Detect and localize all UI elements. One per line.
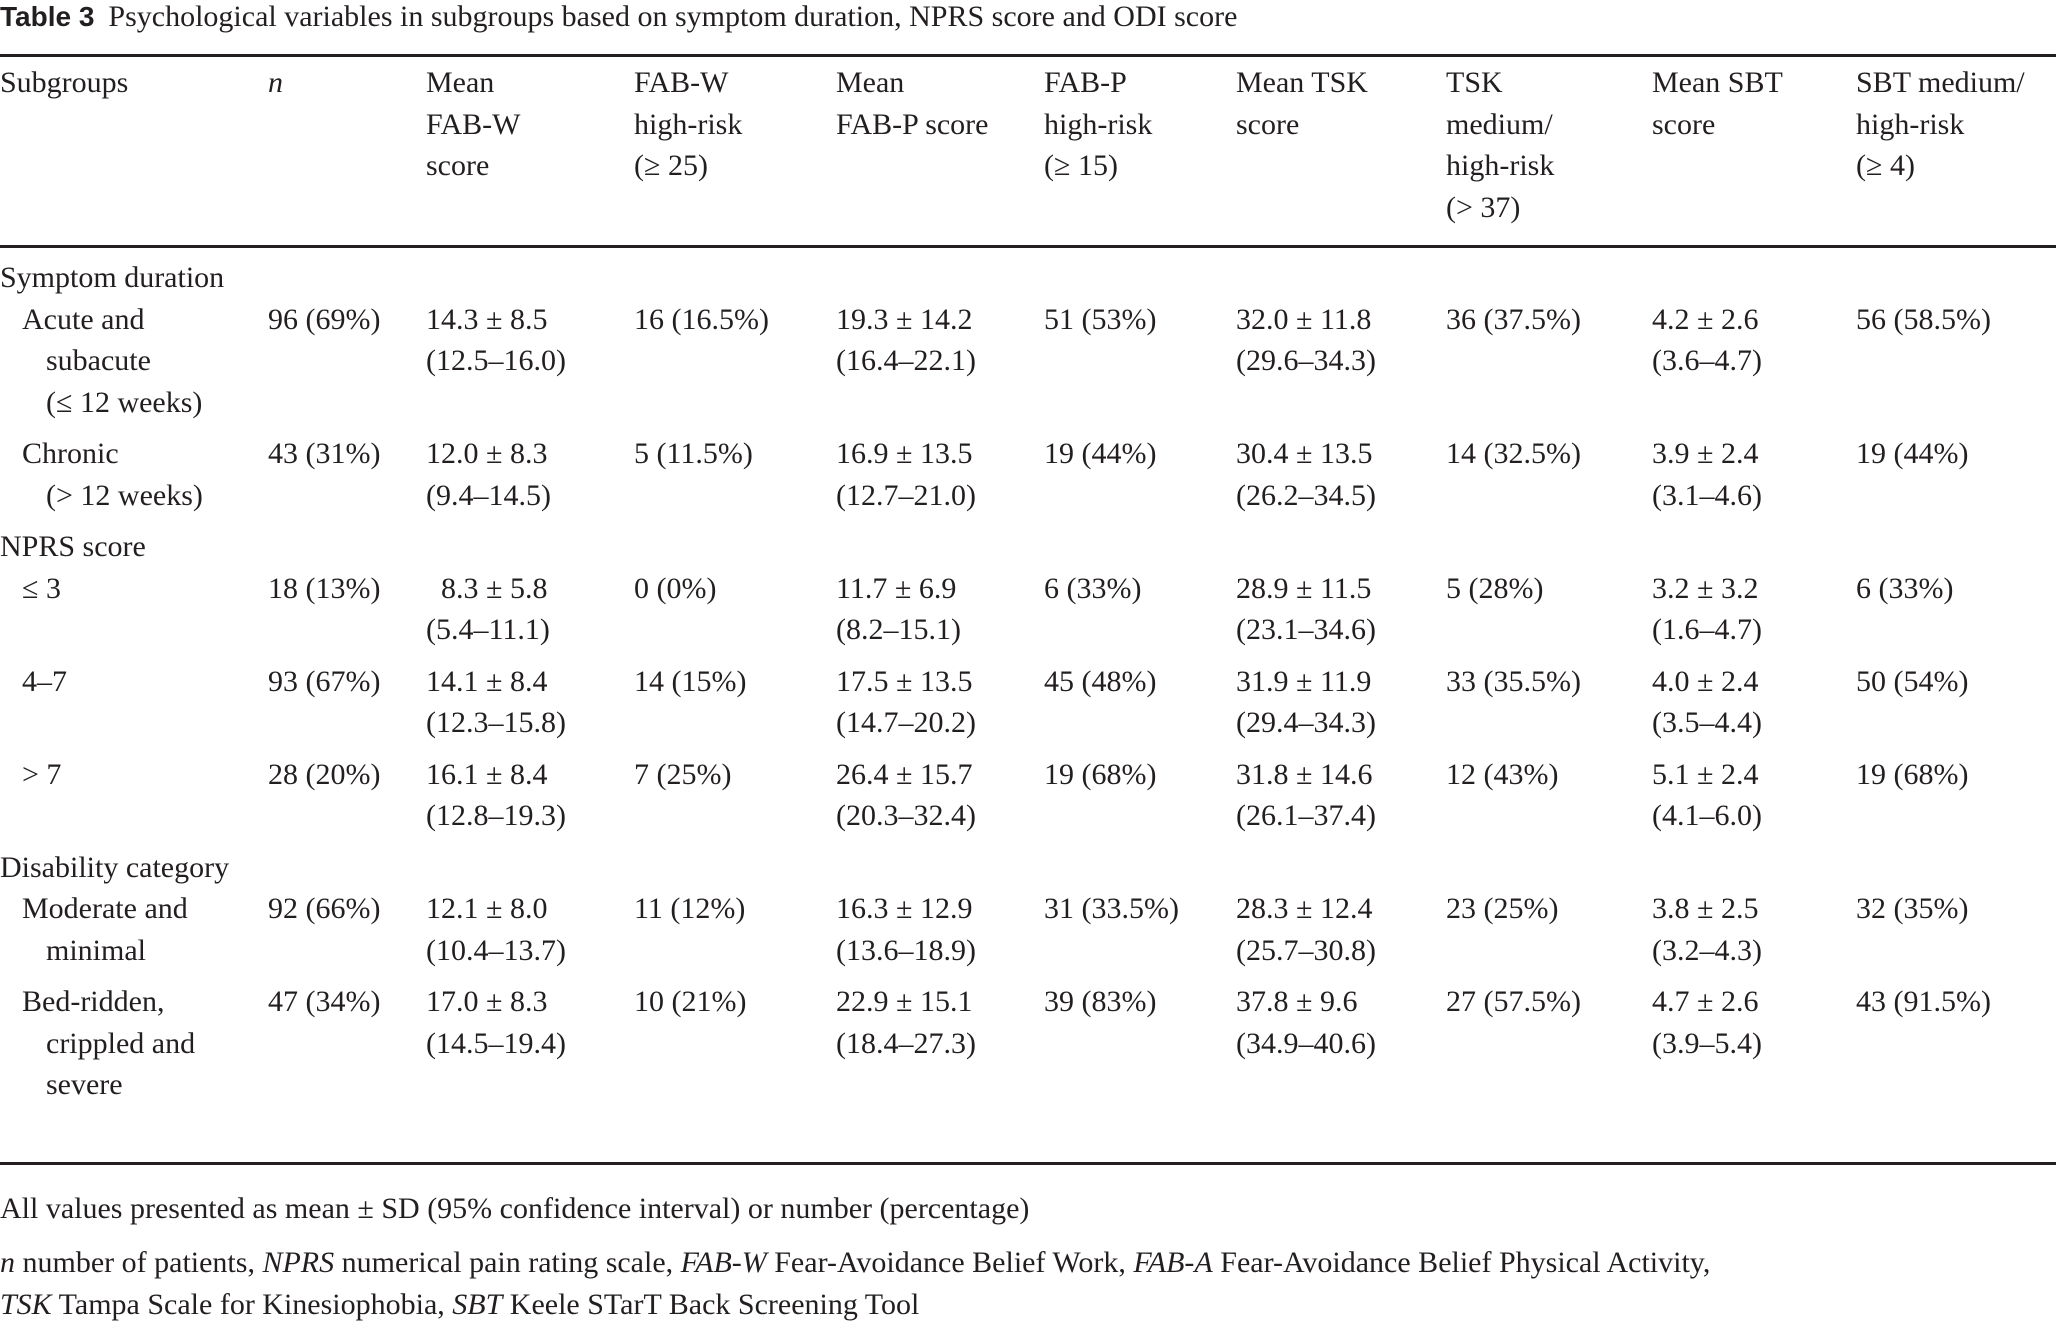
cell-value: 32 (35%) <box>1856 892 1969 925</box>
cell-value: 18 (13%) <box>268 571 381 605</box>
cell-value: 11 (12%) <box>634 892 746 925</box>
table-caption-text: Psychological variables in subgroups based on symptom duration, NPRS score and ODI score <box>108 0 1238 33</box>
cell-value: 4.2 ± 2.6 <box>1652 302 1759 336</box>
cell-value: 12 (43%) <box>1446 757 1559 791</box>
table-cell <box>268 888 426 981</box>
cell-value: 50 (54%) <box>1856 664 1969 698</box>
table-row <box>0 661 2056 754</box>
column-header <box>1652 62 1856 245</box>
column-header <box>1856 62 2056 245</box>
table-cell <box>1044 981 1236 1116</box>
table-cell <box>1236 754 1446 847</box>
cell-value: 0 (0%) <box>634 571 717 605</box>
cell-value: (3.2–4.3) <box>1652 933 1762 967</box>
table-cell <box>426 299 634 434</box>
cell-value: 17.5 ± 13.5 <box>836 664 973 698</box>
row-label-line: (≤ 12 weeks) <box>46 385 203 419</box>
table-cell <box>1856 888 2056 981</box>
column-header <box>1236 62 1446 245</box>
table-cell <box>268 981 426 1116</box>
cell-value: (10.4–13.7) <box>426 933 566 967</box>
cell-value: 14.1 ± 8.4 <box>426 664 548 698</box>
cell-value: (12.7–21.0) <box>836 478 976 512</box>
cell-value: (1.6–4.7) <box>1652 613 1762 646</box>
abbreviation-term: NPRS <box>262 1246 335 1279</box>
row-label <box>0 433 268 526</box>
row-label-line: crippled and <box>46 1026 196 1060</box>
cell-value: 47 (34%) <box>268 985 381 1018</box>
table-cell <box>1044 888 1236 981</box>
cell-value: (9.4–14.5) <box>426 478 551 512</box>
cell-value: 5 (11.5%) <box>634 437 753 470</box>
cell-value: 31 (33.5%) <box>1044 892 1179 925</box>
column-header-line: Subgroups <box>0 66 129 99</box>
table-cell <box>1446 888 1652 981</box>
cell-value: 7 (25%) <box>634 757 732 791</box>
cell-value: 19 (44%) <box>1044 437 1157 470</box>
cell-value: (14.7–20.2) <box>836 706 976 739</box>
column-header-line: high-risk <box>634 107 743 141</box>
table-cell <box>426 433 634 526</box>
column-header-line: FAB-P score <box>836 107 989 141</box>
row-label-line: Moderate and <box>22 892 188 925</box>
cell-value: 31.8 ± 14.6 <box>1236 757 1373 791</box>
table-cell <box>1652 981 1856 1116</box>
cell-value: (18.4–27.3) <box>836 1026 976 1060</box>
abbreviations-footnote <box>0 1242 1710 1284</box>
cell-value: (13.6–18.9) <box>836 933 976 967</box>
cell-value: 32.0 ± 11.8 <box>1236 302 1372 336</box>
cell-value: 19.3 ± 14.2 <box>836 302 973 336</box>
column-header <box>0 62 268 245</box>
table-bottom-rule <box>0 1162 2056 1165</box>
abbreviation-term: FAB-A <box>1133 1246 1213 1279</box>
table-cell <box>634 568 836 661</box>
cell-value: (23.1–34.6) <box>1236 613 1376 646</box>
table-row <box>0 299 2056 434</box>
table-cell <box>1236 661 1446 754</box>
cell-value: (14.5–19.4) <box>426 1026 566 1060</box>
table-cell <box>836 888 1044 981</box>
row-label-line: 4–7 <box>22 664 67 698</box>
cell-value: 39 (83%) <box>1044 985 1157 1018</box>
table-cell <box>426 661 634 754</box>
group-row <box>0 245 2056 299</box>
cell-value: 31.9 ± 11.9 <box>1236 664 1372 698</box>
group-row <box>0 847 2056 889</box>
cell-value: 43 (91.5%) <box>1856 985 1991 1018</box>
cell-value: 4.0 ± 2.4 <box>1652 664 1759 698</box>
row-label-line: Chronic <box>22 437 119 470</box>
table-cell <box>1856 433 2056 526</box>
table-cell <box>1856 661 2056 754</box>
table-cell <box>634 981 836 1116</box>
column-header-line: Mean <box>426 66 495 99</box>
table-cell <box>1236 888 1446 981</box>
row-label-line: > 7 <box>22 757 62 791</box>
cell-value: 33 (35.5%) <box>1446 664 1581 698</box>
table-row <box>0 568 2056 661</box>
group-title: Disability category <box>0 850 230 884</box>
cell-value: 28 (20%) <box>268 757 381 791</box>
cell-value: 28.3 ± 12.4 <box>1236 892 1373 925</box>
cell-value: 3.8 ± 2.5 <box>1652 892 1759 925</box>
column-header-line: TSK <box>1446 66 1503 99</box>
cell-value: 51 (53%) <box>1044 302 1157 336</box>
cell-value: 93 (67%) <box>268 664 381 698</box>
cell-value: 12.0 ± 8.3 <box>426 437 548 470</box>
table-cell <box>1652 888 1856 981</box>
cell-value: 3.2 ± 3.2 <box>1652 571 1759 605</box>
cell-value: 28.9 ± 11.5 <box>1236 571 1372 605</box>
abbreviations-footnote-continued <box>0 1284 919 1326</box>
cell-value: (29.4–34.3) <box>1236 706 1376 739</box>
column-header-line: Mean <box>836 66 905 99</box>
cell-value: 14 (32.5%) <box>1446 437 1581 470</box>
column-header <box>836 62 1044 245</box>
cell-value: 10 (21%) <box>634 985 747 1018</box>
table-cell <box>1044 299 1236 434</box>
abbreviation-term: TSK <box>0 1288 52 1321</box>
column-header-line: FAB-W <box>634 66 729 99</box>
cell-value: 16.3 ± 12.9 <box>836 892 973 925</box>
cell-value: 5.1 ± 2.4 <box>1652 757 1759 791</box>
table-cell <box>1856 981 2056 1116</box>
table-cell <box>634 299 836 434</box>
table-row <box>0 754 2056 847</box>
cell-value: 14 (15%) <box>634 664 747 698</box>
cell-value: (5.4–11.1) <box>426 613 550 646</box>
row-label-line: (> 12 weeks) <box>46 478 203 512</box>
column-header-line: (≥ 15) <box>1044 149 1118 182</box>
row-label <box>0 981 268 1116</box>
cell-value: (12.5–16.0) <box>426 344 566 377</box>
column-header-line: Mean TSK <box>1236 66 1368 99</box>
cell-value: (12.8–19.3) <box>426 799 566 832</box>
row-label <box>0 299 268 434</box>
values-footnote: All values presented as mean ± SD (95% confidence interval) or number (percentage) <box>0 1192 1030 1225</box>
table-header-row <box>0 62 2056 245</box>
table-cell <box>1236 433 1446 526</box>
cell-value: 5 (28%) <box>1446 571 1544 605</box>
cell-value: 43 (31%) <box>268 437 381 470</box>
cell-value: (16.4–22.1) <box>836 344 976 377</box>
column-header <box>268 62 426 245</box>
abbreviation-term: FAB-W <box>680 1246 767 1279</box>
group-title: Symptom duration <box>0 261 225 294</box>
table-cell <box>1044 568 1236 661</box>
cell-value: 14.3 ± 8.5 <box>426 302 548 336</box>
abbreviation-definition: Tampa Scale for Kinesiophobia, <box>51 1288 453 1321</box>
table-cell <box>1652 661 1856 754</box>
table-cell <box>1856 754 2056 847</box>
table-cell <box>1856 299 2056 434</box>
table-cell <box>1236 299 1446 434</box>
abbreviation-definition: Fear-Avoidance Belief Work, <box>766 1246 1134 1279</box>
table-cell <box>1652 568 1856 661</box>
table-cell <box>268 433 426 526</box>
table-row <box>0 981 2056 1116</box>
row-label-line: minimal <box>46 933 146 967</box>
table-cell <box>836 661 1044 754</box>
table-cell <box>1446 661 1652 754</box>
column-header-line: medium/ <box>1446 107 1553 141</box>
table-cell <box>1446 433 1652 526</box>
row-label <box>0 754 268 847</box>
cell-value: 26.4 ± 15.7 <box>836 757 973 791</box>
column-header-line: high-risk <box>1446 149 1555 182</box>
cell-value: 19 (68%) <box>1856 757 1969 791</box>
cell-value: 16 (16.5%) <box>634 302 769 336</box>
table-cell <box>634 888 836 981</box>
cell-value: (3.6–4.7) <box>1652 344 1762 377</box>
cell-value: 4.7 ± 2.6 <box>1652 985 1759 1018</box>
cell-value: 19 (44%) <box>1856 437 1969 470</box>
table-cell <box>426 981 634 1116</box>
row-label-line: subacute <box>46 344 151 377</box>
row-label-line: Acute and <box>22 302 145 336</box>
group-title: NPRS score <box>0 530 146 563</box>
column-header <box>1446 62 1652 245</box>
table-cell <box>1044 433 1236 526</box>
table-cell <box>836 433 1044 526</box>
column-header-line: score <box>426 149 490 182</box>
row-label-line: ≤ 3 <box>22 571 61 605</box>
table-cell <box>836 299 1044 434</box>
cell-value: (26.1–37.4) <box>1236 799 1376 832</box>
cell-value: 6 (33%) <box>1044 571 1142 605</box>
table-cell <box>1652 754 1856 847</box>
cell-value: 56 (58.5%) <box>1856 302 1991 336</box>
cell-value: (12.3–15.8) <box>426 706 566 739</box>
cell-value: 12.1 ± 8.0 <box>426 892 548 925</box>
cell-value: (3.9–5.4) <box>1652 1026 1762 1060</box>
table-cell <box>426 754 634 847</box>
cell-value: 45 (48%) <box>1044 664 1157 698</box>
table-cell <box>1446 299 1652 434</box>
table-caption-label: Table 3 <box>0 1 95 32</box>
table-cell <box>634 433 836 526</box>
row-label-line: severe <box>46 1068 123 1101</box>
cell-value: 16.1 ± 8.4 <box>426 757 548 791</box>
table-cell <box>1236 981 1446 1116</box>
cell-value: 36 (37.5%) <box>1446 302 1581 336</box>
column-header-line: Mean SBT <box>1652 66 1783 99</box>
cell-value: (34.9–40.6) <box>1236 1026 1376 1060</box>
table-cell <box>268 754 426 847</box>
abbreviation-definition: Fear-Avoidance Belief Physical Activity, <box>1212 1246 1711 1279</box>
table-body <box>0 245 2056 1116</box>
cell-value: 92 (66%) <box>268 892 381 925</box>
row-label <box>0 568 268 661</box>
table-cell <box>836 754 1044 847</box>
table-cell <box>268 299 426 434</box>
table-cell <box>634 661 836 754</box>
abbreviation-definition: numerical pain rating scale, <box>334 1246 681 1279</box>
cell-value: 17.0 ± 8.3 <box>426 985 548 1018</box>
column-header-line: high-risk <box>1044 107 1153 141</box>
group-row <box>0 526 2056 568</box>
table-cell <box>1446 754 1652 847</box>
cell-value: 11.7 ± 6.9 <box>836 571 957 605</box>
table-cell <box>1446 981 1652 1116</box>
column-header <box>426 62 634 245</box>
cell-value: (3.1–4.6) <box>1652 478 1762 512</box>
column-header-line: SBT medium/ <box>1856 66 2025 99</box>
abbreviation-definition: number of patients, <box>15 1246 263 1279</box>
abbreviation-term: n <box>0 1246 15 1279</box>
row-label-line: Bed-ridden, <box>22 985 165 1018</box>
table-cell <box>1236 568 1446 661</box>
table-cell <box>836 981 1044 1116</box>
table-cell <box>1856 568 2056 661</box>
table-cell <box>1044 661 1236 754</box>
cell-value: 19 (68%) <box>1044 757 1157 791</box>
table-cell <box>1652 299 1856 434</box>
column-header-line: (≥ 4) <box>1856 149 1915 182</box>
table-cell <box>268 568 426 661</box>
cell-value: 23 (25%) <box>1446 892 1559 925</box>
cell-value: (26.2–34.5) <box>1236 478 1376 512</box>
column-header-line: high-risk <box>1856 107 1965 141</box>
table-cell <box>836 568 1044 661</box>
table-row <box>0 888 2056 981</box>
row-label <box>0 661 268 754</box>
cell-value: (4.1–6.0) <box>1652 799 1762 832</box>
cell-value: (8.2–15.1) <box>836 613 961 646</box>
cell-value: 37.8 ± 9.6 <box>1236 985 1358 1018</box>
cell-value: 27 (57.5%) <box>1446 985 1581 1018</box>
table-cell <box>426 888 634 981</box>
abbreviation-term: SBT <box>452 1288 503 1321</box>
column-header-line: FAB-W <box>426 107 521 141</box>
column-header-line: n <box>268 66 283 99</box>
table-caption <box>0 0 1237 34</box>
cell-value: 3.9 ± 2.4 <box>1652 437 1759 470</box>
column-header-line: score <box>1236 107 1300 141</box>
row-label <box>0 888 268 981</box>
column-header-line: (> 37) <box>1446 190 1521 224</box>
column-header-line: FAB-P <box>1044 66 1127 99</box>
cell-value: 16.9 ± 13.5 <box>836 437 973 470</box>
cell-value: 30.4 ± 13.5 <box>1236 437 1373 470</box>
cell-value: 22.9 ± 15.1 <box>836 985 973 1018</box>
table-cell <box>426 568 634 661</box>
abbreviation-definition: Keele STarT Back Screening Tool <box>502 1288 920 1321</box>
column-header-line: (≥ 25) <box>634 149 708 182</box>
column-header <box>1044 62 1236 245</box>
table-top-rule <box>0 54 2056 57</box>
cell-value: (25.7–30.8) <box>1236 933 1376 967</box>
cell-value: 96 (69%) <box>268 302 381 336</box>
column-header <box>634 62 836 245</box>
table-cell <box>1652 433 1856 526</box>
table-cell <box>1446 568 1652 661</box>
table-cell <box>1044 754 1236 847</box>
cell-value: (29.6–34.3) <box>1236 344 1376 377</box>
cell-value: 8.3 ± 5.8 <box>426 571 548 605</box>
psychological-variables-table <box>0 62 2056 1116</box>
cell-value: 6 (33%) <box>1856 571 1954 605</box>
cell-value: (20.3–32.4) <box>836 799 976 832</box>
cell-value: (3.5–4.4) <box>1652 706 1762 739</box>
table-cell <box>268 661 426 754</box>
column-header-line: score <box>1652 107 1716 141</box>
table-row <box>0 433 2056 526</box>
table-cell <box>634 754 836 847</box>
